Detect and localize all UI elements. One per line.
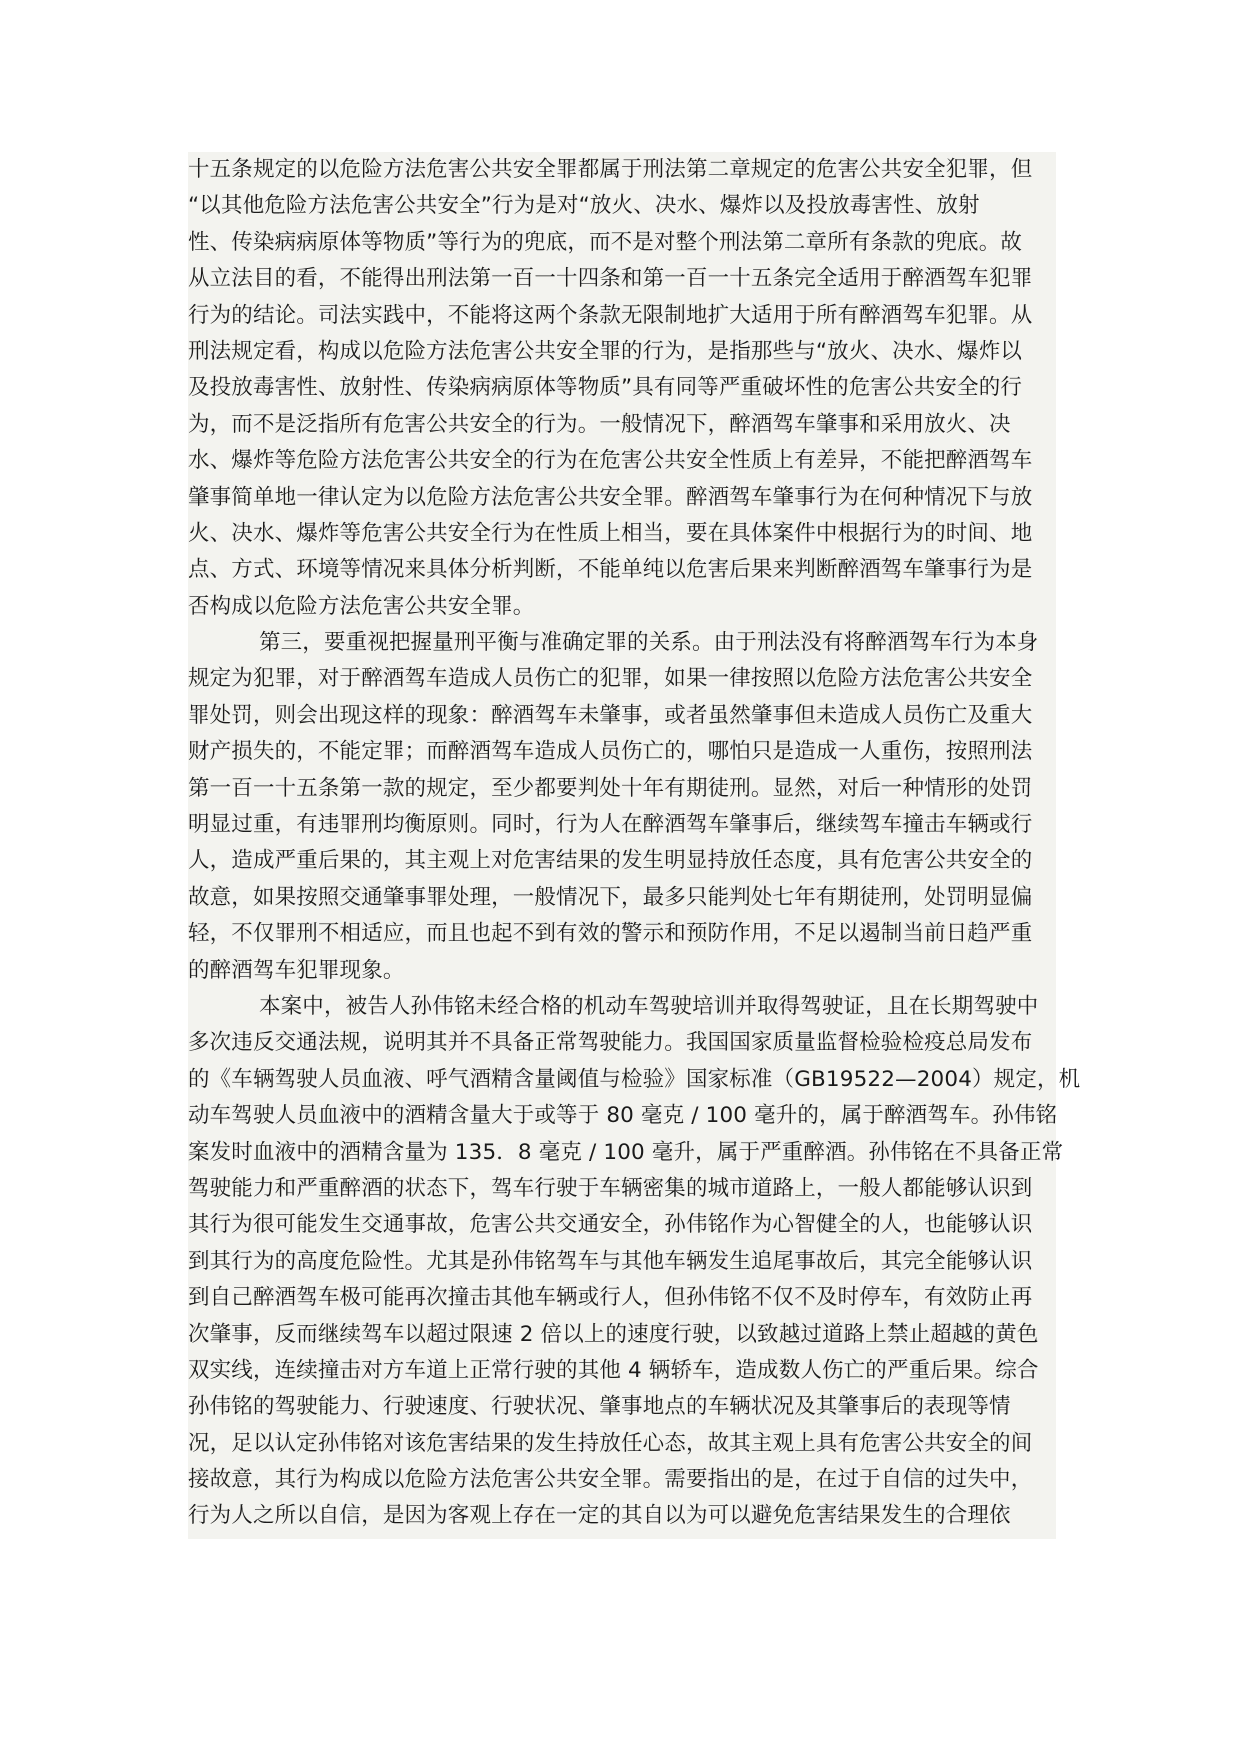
paragraph-3-line: 驾驶能力和严重醉酒的状态下，驾车行驶于车辆密集的城市道路上，一般人都能够认识到 — [188, 1175, 1033, 1201]
paragraph-2-line: 财产损失的，不能定罪；而醉酒驾车造成人员伤亡的，哪怕只是造成一人重伤，按照刑法 — [188, 739, 1033, 765]
paragraph-1-line: 为，而不是泛指所有危害公共安全的行为。一般情况下，醉酒驾车肇事和采用放火、决 — [188, 411, 1011, 437]
paragraph-2-line: 轻，不仅罪刑不相适应，而且也起不到有效的警示和预防作用，不足以遏制当前日趋严重 — [188, 921, 1033, 947]
paragraph-1-line: 行为的结论。司法实践中，不能将这两个条款无限制地扩大适用于所有醉酒驾车犯罪。从 — [188, 302, 1033, 328]
paragraph-1-line: 否构成以危险方法危害公共安全罪。 — [188, 593, 535, 619]
paragraph-1-line: 及投放毒害性、放射性、传染病病原体等物质”具有同等严重破坏性的危害公共安全的行 — [188, 375, 1022, 401]
paragraph-2-line: 第三，要重视把握量刑平衡与准确定罪的关系。由于刑法没有将醉酒驾车行为本身 — [259, 630, 1039, 656]
paragraph-3-line: 案发时血液中的酒精含量为 135．8 毫克 / 100 毫升，属于严重醉酒。孙伟铭在不具备正常 — [188, 1139, 1064, 1165]
paragraph-3-line: 接故意，其行为构成以危险方法危害公共安全罪。需要指出的是，在过于自信的过失中， — [188, 1467, 1033, 1493]
paragraph-1-line: 水、爆炸等危险方法危害公共安全的行为在危害公共安全性质上有差异，不能把醉酒驾车 — [188, 448, 1033, 474]
paragraph-1-line: 性、传染病病原体等物质”等行为的兜底，而不是对整个刑法第二章所有条款的兜底。故 — [188, 229, 1022, 255]
paragraph-3-line: 的《车辆驾驶人员血液、呼气酒精含量阈值与检验》国家标准（GB19522—2004）规定，机 — [188, 1066, 1081, 1092]
paragraph-3-line: 况，足以认定孙伟铭对该危害结果的发生持放任心态，故其主观上具有危害公共安全的间 — [188, 1430, 1033, 1456]
paragraph-3-line: 双实线，连续撞击对方车道上正常行驶的其他 4 辆轿车，造成数人伤亡的严重后果。综合 — [188, 1357, 1039, 1383]
paragraph-1-line: 点、方式、环境等情况来具体分析判断，不能单纯以危害后果来判断醉酒驾车肇事行为是 — [188, 557, 1033, 583]
paragraph-1-line: 肇事简单地一律认定为以危险方法危害公共安全罪。醉酒驾车肇事行为在何种情况下与放 — [188, 484, 1033, 510]
paragraph-3-line: 到其行为的高度危险性。尤其是孙伟铭驾车与其他车辆发生追尾事故后，其完全能够认识 — [188, 1248, 1033, 1274]
paragraph-2-line: 人，造成严重后果的，其主观上对危害结果的发生明显持放任态度，具有危害公共安全的 — [188, 848, 1033, 874]
paragraph-1-line: 刑法规定看，构成以危险方法危害公共安全罪的行为，是指那些与“放火、决水、爆炸以 — [188, 338, 1022, 364]
paragraph-1-line: 火、决水、爆炸等危害公共安全行为在性质上相当，要在具体案件中根据行为的时间、地 — [188, 520, 1033, 546]
paragraph-3-line: 多次违反交通法规，说明其并不具备正常驾驶能力。我国国家质量监督检验检疫总局发布 — [188, 1030, 1033, 1056]
paragraph-3-line: 次肇事，反而继续驾车以超过限速 2 倍以上的速度行驶，以致越过道路上禁止超越的黄色 — [188, 1321, 1039, 1347]
paragraph-2-line: 规定为犯罪，对于醉酒驾车造成人员伤亡的犯罪，如果一律按照以危险方法危害公共安全 — [188, 666, 1033, 692]
paragraph-1-line: 十五条规定的以危险方法危害公共安全罪都属于刑法第二章规定的危害公共安全犯罪，但 — [188, 157, 1033, 182]
paragraph-3-line: 动车驾驶人员血液中的酒精含量大于或等于 80 毫克 / 100 毫升的，属于醉酒驾车。孙伟铭 — [188, 1103, 1058, 1129]
paragraph-2-line: 第一百一十五条第一款的规定，至少都要判处十年有期徒刑。显然，对后一种情形的处罚 — [188, 775, 1033, 801]
paragraph-2-line: 罪处罚，则会出现这样的现象：醉酒驾车未肇事，或者虽然肇事但未造成人员伤亡及重大 — [188, 702, 1033, 728]
paragraph-1-line: “以其他危险方法危害公共安全”行为是对“放火、决水、爆炸以及投放毒害性、放射 — [188, 193, 980, 219]
paragraph-3-line: 本案中，被告人孙伟铭未经合格的机动车驾驶培训并取得驾驶证，且在长期驾驶中 — [259, 993, 1039, 1019]
paragraph-3-line: 行为人之所以自信，是因为客观上存在一定的其自以为可以避免危害结果发生的合理依 — [188, 1503, 1011, 1529]
paragraph-3-line: 到自己醉酒驾车极可能再次撞击其他车辆或行人，但孙伟铭不仅不及时停车，有效防止再 — [188, 1285, 1033, 1311]
paragraph-1-line: 从立法目的看，不能得出刑法第一百一十四条和第一百一十五条完全适用于醉酒驾车犯罪 — [188, 266, 1033, 292]
paragraph-3-line: 其行为很可能发生交通事故，危害公共交通安全，孙伟铭作为心智健全的人，也能够认识 — [188, 1212, 1033, 1238]
paragraph-3-line: 孙伟铭的驾驶能力、行驶速度、行驶状况、肇事地点的车辆状况及其肇事后的表现等情 — [188, 1394, 1011, 1420]
paragraph-2-line: 的醉酒驾车犯罪现象。 — [188, 957, 405, 983]
paragraph-2-line: 明显过重，有违罪刑均衡原则。同时，行为人在醉酒驾车肇事后，继续驾车撞击车辆或行 — [188, 812, 1033, 838]
document-body — [188, 152, 1081, 1539]
paragraph-2-line: 故意，如果按照交通肇事罪处理，一般情况下，最多只能判处七年有期徒刑，处罚明显偏 — [188, 884, 1033, 910]
